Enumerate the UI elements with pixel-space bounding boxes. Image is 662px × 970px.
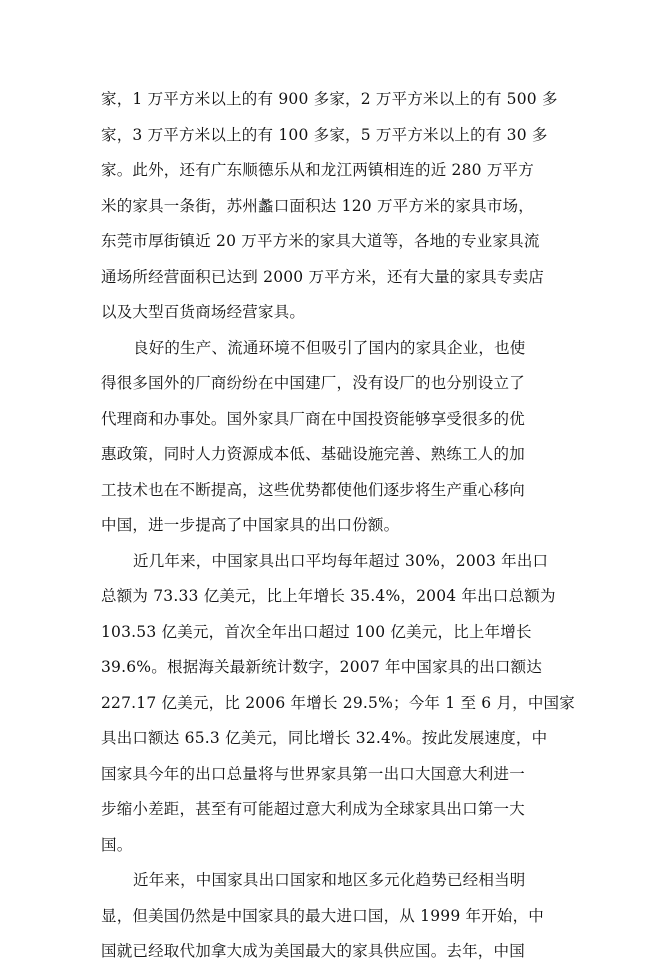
text-line: 以及大型百货商场经营家具。 <box>101 303 306 321</box>
text-line: 家，3 万平方米以上的有 100 多家，5 万平方米以上的有 30 多 <box>101 125 548 144</box>
text-line: 东莞市厚街镇近 20 万平方米的家具大道等，各地的专业家具流 <box>101 232 540 250</box>
text-line: 家。此外，还有广东顺德乐从和龙江两镇相连的近 280 万平方 <box>101 161 534 179</box>
text-line: 近几年来，中国家具出口平均每年超过 30%，2003 年出口 <box>133 551 549 570</box>
text-line: 国家具今年的出口总量将与世界家具第一出口大国意大利进一 <box>101 764 525 783</box>
text-line: 国。 <box>101 835 133 854</box>
text-line: 工技术也在不断提高，这些优势都使他们逐步将生产重心移向 <box>101 480 525 499</box>
text-line: 家，1 万平方米以上的有 900 多家，2 万平方米以上的有 500 多 <box>101 90 558 108</box>
text-line: 总额为 73.33 亿美元，比上年增长 35.4%，2004 年出口总额为 <box>101 587 556 605</box>
document-page <box>101 82 575 970</box>
text-line: 103.53 亿美元，首次全年出口超过 100 亿美元，比上年增长 <box>101 622 532 641</box>
paragraph <box>101 331 563 544</box>
text-line: 步缩小差距，甚至有可能超过意大利成为全球家具出口第一大 <box>101 800 525 818</box>
text-line: 中国，进一步提高了中国家具的出口份额。 <box>101 516 400 534</box>
text-line: 国就已经取代加拿大成为美国最大的家具供应国。去年，中国 <box>101 942 525 960</box>
text-line: 通场所经营面积已达到 2000 万平方米，还有大量的家具专卖店 <box>101 267 545 286</box>
text-line: 惠政策，同时人力资源成本低、基础设施完善、熟练工人的加 <box>101 445 525 463</box>
paragraph <box>101 82 563 331</box>
text-line: 39.6%。根据海关最新统计数字，2007 年中国家具的出口额达 <box>101 658 543 676</box>
text-line: 具出口额达 65.3 亿美元，同比增长 32.4%。按此发展速度，中 <box>101 729 548 747</box>
text-line: 米的家具一条街，苏州蠡口面积达 120 万平方米的家具市场， <box>101 196 534 215</box>
text-line: 得很多国外的厂商纷纷在中国建厂，没有设厂的也分别设立了 <box>101 374 525 392</box>
text-line: 227.17 亿美元，比 2006 年增长 29.5%；今年 1 至 6 月，中国家 <box>101 693 575 712</box>
paragraph <box>101 863 563 970</box>
text-line: 近年来，中国家具出口国家和地区多元化趋势已经相当明 <box>133 871 526 889</box>
text-line: 显，但美国仍然是中国家具的最大进口国，从 1999 年开始，中 <box>101 906 545 925</box>
paragraph <box>101 544 575 864</box>
text-line: 代理商和办事处。国外家具厂商在中国投资能够享受很多的优 <box>101 409 525 428</box>
text-line: 良好的生产、流通环境不但吸引了国内的家具企业，也使 <box>133 338 526 357</box>
